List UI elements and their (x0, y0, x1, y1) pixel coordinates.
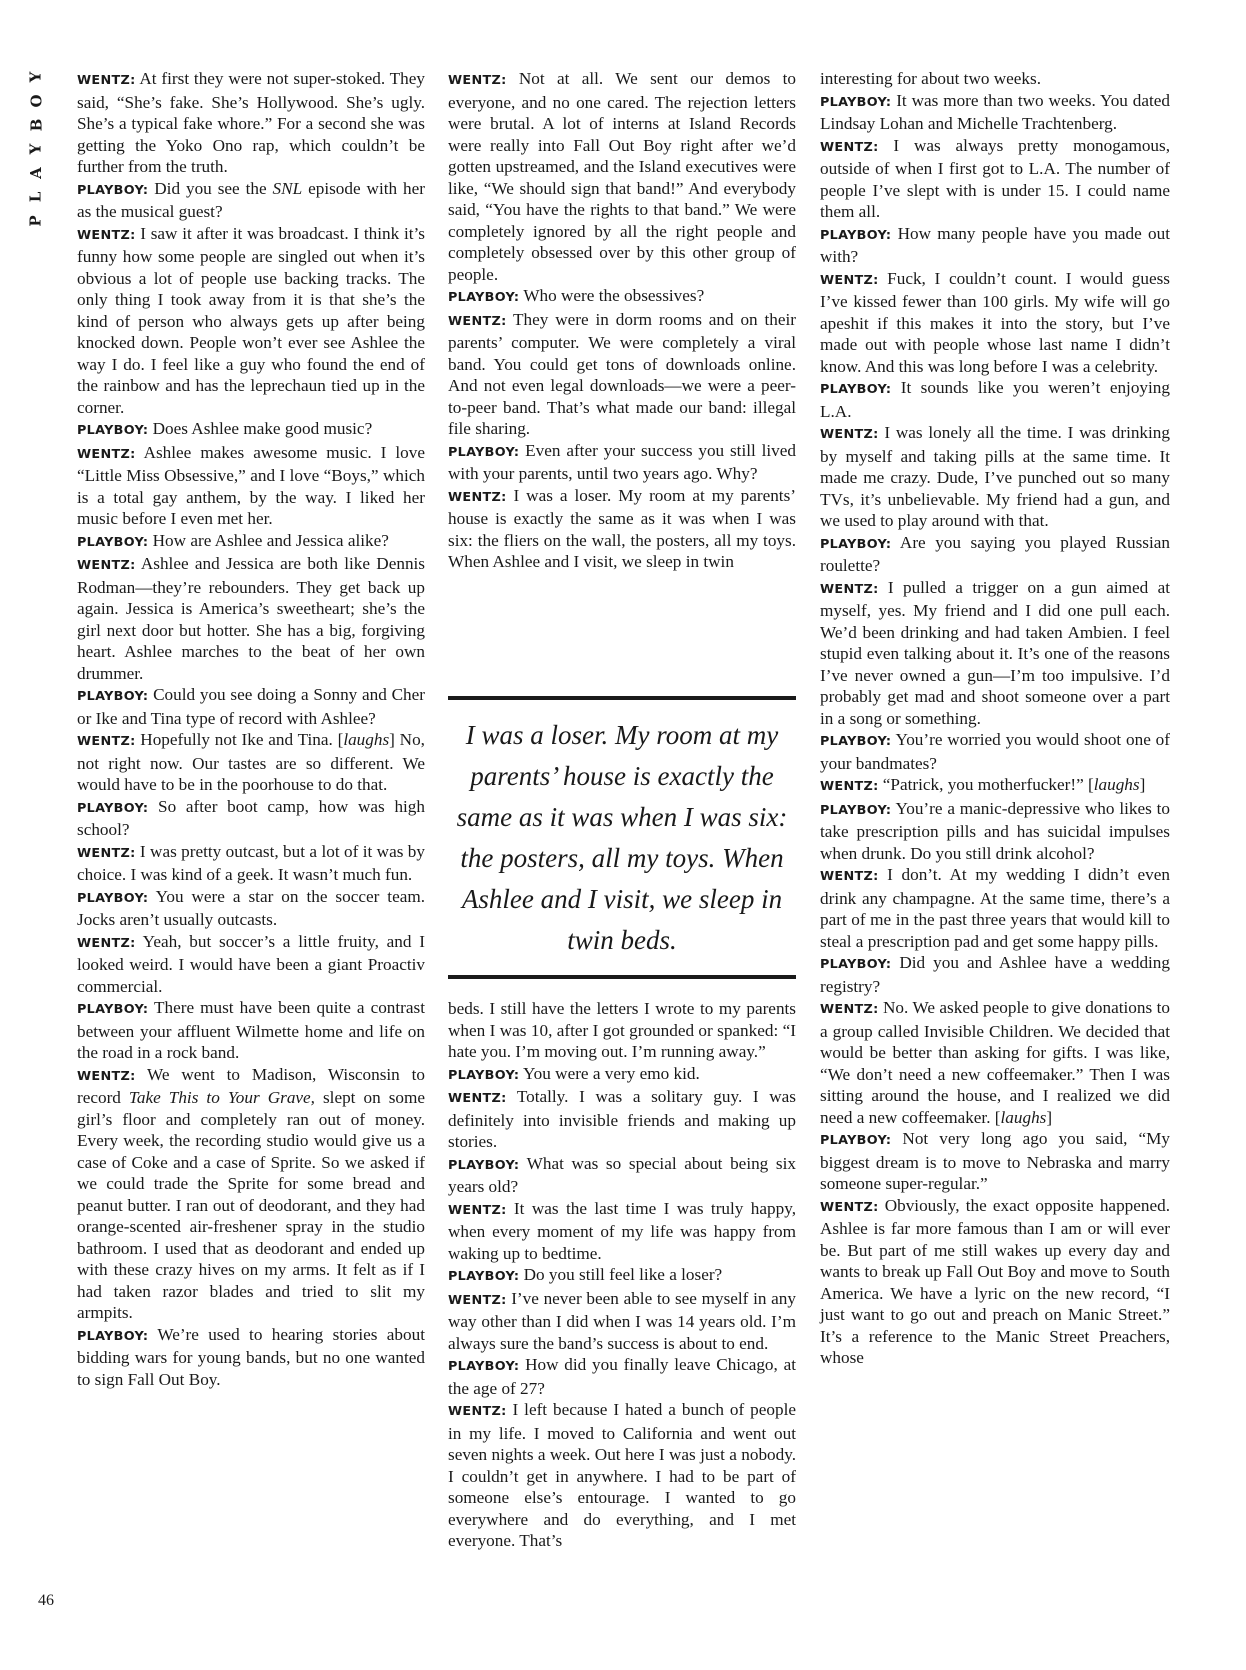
paragraph-text: Obviously, the exact opposite happened. Ashlee is far more famous than I am or will ever be. But part of me still wakes up every day and wants to break up Fall Out Boy and move to South America. We have a lyric on the new record, “I just want to go out and preach on Manic Street.” It’s a reference to the Manic Street Preachers, whose (820, 1195, 1170, 1367)
paragraph-text: Who were the obsessives? (519, 286, 705, 305)
paragraph-text: I saw it after it was broadcast. I think it’s funny how some people are singled out when it’s obvious a lot of people use backing tracks. The only thing I took away from it is that she’s the kind of person who always gets up after being knocked down. People won’t ever see Ashlee the way I do. I feel like a guy who found the end of the rainbow and has the leprechaun tied up in the corner. (77, 223, 425, 417)
speaker-wentz: WENTZ: (820, 581, 879, 597)
paragraph-text: You’re a manic-depressive who likes to take prescription pills and has suicidal impulses when drunk. Do you still drink alcohol? (820, 798, 1170, 863)
paragraph-text: I’ve never been able to see myself in any way other than I did when I was 14 years old. I’m always sure the band’s success is about to end. (448, 1288, 796, 1353)
paragraph-text: You’re worried you would shoot one of your bandmates? (820, 730, 1170, 773)
paragraph-text: Not at all. We sent our demos to everyone, and no one cared. The rejection letters were brutal. A lot of interns at Island Records were really into Fall Out Boy right after we’d gotten upstreamed, and the Island executives were like, “We should sign that band!” And everybody said, “You have the rights to that band.” We were completely ignored by all the right people and completely obsessed over by this other group of people. (448, 69, 796, 284)
speaker-wentz: WENTZ: (448, 1091, 507, 1106)
speaker-wentz: WENTZ: (448, 1292, 507, 1308)
paragraph-text: I left because I hated a bunch of people in my life. I moved to California and went out seven nights a week. Out here I was just a nobody. I couldn’t get in anywhere. I had to be part of someone else’s entourage. I wanted to go everywhere and do everything, and I met everyone. That’s (448, 1400, 796, 1550)
paragraph-text: I was pretty outcast, but a lot of it was by choice. I was kind of a geek. It wasn’t much fun. (77, 841, 425, 884)
paragraph-text: Even after your success you still lived with your parents, until two years ago. Why? (448, 440, 796, 483)
column-1 (77, 68, 425, 1390)
interview-paragraph (448, 1198, 796, 1265)
interview-paragraph (448, 485, 796, 573)
interview-paragraph (77, 178, 425, 223)
speaker-playboy: PLAYBOY: (77, 1002, 149, 1017)
paragraph-text: I don’t. At my wedding I didn’t even drink any champagne. At the same time, there’s a part of me in the past three years that would kill to steal a prescription pad and get some happy pills. (820, 865, 1170, 951)
interview-paragraph (448, 1086, 796, 1153)
speaker-playboy: PLAYBOY: (448, 1359, 520, 1374)
interview-paragraph (77, 931, 425, 998)
speaker-wentz: WENTZ: (820, 427, 879, 442)
paragraph-text: So after boot camp, how was high school? (77, 796, 425, 839)
column-3 (820, 68, 1170, 1369)
logo-letter: L (26, 191, 45, 203)
interview-paragraph (820, 1195, 1170, 1369)
interview-paragraph (820, 952, 1170, 997)
paragraph-text: We’re used to hearing stories about bidding wars for young bands, but no one wanted to sign Fall Out Boy. (77, 1324, 425, 1389)
speaker-wentz: WENTZ: (820, 1002, 879, 1017)
paragraph-text: How are Ashlee and Jessica alike? (148, 530, 389, 550)
speaker-playboy: PLAYBOY: (77, 1328, 149, 1344)
interview-paragraph (77, 1064, 425, 1324)
interview-paragraph (77, 553, 425, 684)
interview-paragraph (77, 223, 425, 419)
speaker-playboy: PLAYBOY: (448, 1067, 520, 1083)
paragraph-text: I was lonely all the time. I was drinking by myself and taking pills at the same time. It made me crazy. Dude, I’ve punched out so many TVs, it’s unbelievable. My friend had a gun, and we used to play around with that. (820, 423, 1170, 530)
paragraph-text: It sounds like you weren’t enjoying L.A. (820, 378, 1170, 421)
speaker-wentz: WENTZ: (820, 779, 879, 794)
column-2-bottom (448, 998, 796, 1552)
interview-paragraph (77, 886, 425, 931)
paragraph-text: I pulled a trigger on a gun aimed at myself, yes. My friend and I did one pull each. We’d been drinking and had taken Ambien. I feel stupid even talking about it. It’s one of the reasons I’ve never owned a gun—I’m too impulsive. I’d probably get mad and shoot someone over a part in a song or something. (820, 577, 1170, 728)
paragraph-text: Did you and Ashlee have a wedding registry? (820, 953, 1170, 996)
speaker-playboy: PLAYBOY: (448, 1269, 520, 1284)
interview-paragraph (820, 68, 1170, 90)
paragraph-text: interesting for about two weeks. (820, 69, 1041, 88)
speaker-playboy: PLAYBOY: (77, 534, 149, 550)
paragraph-text: Not very long ago you said, “My biggest dream is to move to Nebraska and marry someone super-regular.” (820, 1129, 1170, 1193)
speaker-playboy: PLAYBOY: (448, 444, 520, 460)
interview-paragraph (820, 1128, 1170, 1195)
paragraph-text: It was more than two weeks. You dated Lindsay Lohan and Michelle Trachtenberg. (820, 90, 1170, 133)
playboy-vertical-logo (20, 68, 60, 268)
interview-paragraph (820, 532, 1170, 577)
interview-paragraph (448, 440, 796, 485)
pull-quote: I was a loser. My room at my parents’ house is exactly the same as it was when I was six: the posters, all my toys. When Ashlee and I visit, we sleep in twin beds. (456, 719, 788, 955)
logo-letter: P (26, 215, 45, 227)
interview-paragraph (448, 285, 796, 309)
paragraph-text: How did you finally leave Chicago, at the age of 27? (448, 1355, 796, 1398)
speaker-wentz: WENTZ: (77, 446, 136, 462)
interview-paragraph (77, 684, 425, 729)
interview-paragraph (820, 798, 1170, 865)
logo-letter: Y (26, 143, 45, 155)
paragraph-text: Fuck, I couldn’t count. I would guess I’ve kissed fewer than 100 girls. My wife will go apeshit if this makes it into the story, but I’ve made out with people whose last name I didn’t know. And this was long before I was a celebrity. (820, 268, 1170, 376)
speaker-wentz: WENTZ: (448, 73, 507, 88)
interview-paragraph (820, 997, 1170, 1128)
speaker-wentz: WENTZ: (77, 227, 136, 243)
paragraph-text: At first they were not super-stoked. They said, “She’s fake. She’s Hollywood. She’s ugly. She’s a typical fake whore.” For a second she was getting the Yoko Ono rap, which couldn’t be further from the truth. (77, 69, 425, 176)
interview-paragraph (448, 1399, 796, 1552)
paragraph-text: What was so special about being six years old? (448, 1153, 796, 1196)
logo-letter: O (27, 94, 46, 108)
speaker-playboy: PLAYBOY: (77, 423, 149, 438)
speaker-wentz: WENTZ: (448, 489, 507, 505)
interview-paragraph (448, 998, 796, 1063)
paragraph-text: It was the last time I was truly happy, when every moment of my life was happy from waking up to bedtime. (448, 1198, 796, 1263)
interview-paragraph (820, 577, 1170, 730)
speaker-wentz: WENTZ: (448, 313, 507, 329)
interview-paragraph (820, 268, 1170, 378)
speaker-playboy: PLAYBOY: (820, 227, 892, 243)
interview-paragraph (77, 729, 425, 796)
speaker-playboy: PLAYBOY: (820, 802, 892, 818)
paragraph-text: “Patrick, you motherfucker!” [laughs] (878, 775, 1146, 794)
speaker-wentz: WENTZ: (77, 73, 136, 88)
speaker-wentz: WENTZ: (77, 1068, 136, 1084)
paragraph-text: We went to Madison, Wisconsin to record Take This to Your Grave, slept on some girl’s floor and completely ran out of money. Every week, the recording studio would give us a case of Coke and a case of Sprite. So we asked if we could trade the Sprite for some bread and peanut butter. I ran out of deodorant, and they had orange-scented air-freshener spray in the studio bathroom. I used that as deodorant and ended up with these crazy hives on my arms. It felt as if I had taken razor blades and tried to slit my armpits. (77, 1064, 425, 1322)
interview-paragraph (77, 418, 425, 442)
speaker-wentz: WENTZ: (448, 1404, 507, 1419)
paragraph-text: I was a loser. My room at my parents’ house is exactly the same as it was when I was six: the fliers on the wall, the posters, all my toys. When Ashlee and I visit, we sleep in twin (448, 485, 796, 571)
interview-paragraph (820, 90, 1170, 135)
interview-paragraph (77, 997, 425, 1064)
speaker-playboy: PLAYBOY: (77, 800, 149, 816)
logo-letter: B (27, 118, 46, 132)
interview-paragraph (77, 796, 425, 841)
pull-quote-box (448, 696, 796, 979)
paragraph-text: No. We asked people to give donations to a group called Invisible Children. We decided that would be better than asking for gifts. I was like, “We don’t need a new coffeemaker.” Then I was sitting around the house, and I realized we did need a new coffeemaker. [laughs] (820, 998, 1170, 1127)
speaker-wentz: WENTZ: (820, 869, 879, 884)
paragraph-text: Could you see doing a Sonny and Cher or Ike and Tina type of record with Ashlee? (77, 685, 425, 728)
interview-paragraph (820, 223, 1170, 268)
speaker-playboy: PLAYBOY: (820, 382, 892, 397)
paragraph-text: There must have been quite a contrast between your affluent Wilmette home and life on the road in a rock band. (77, 998, 425, 1062)
paragraph-text: They were in dorm rooms and on their parents’ computer. We were completely a viral band. You could get tons of downloads online. And not even legal downloads—we were a peer-to-peer band. That’s what made our band: illegal file sharing. (448, 309, 796, 438)
interview-paragraph (448, 1288, 796, 1355)
interview-paragraph (820, 377, 1170, 422)
paragraph-text: Yeah, but soccer’s a little fruity, and I looked weird. I would have been a giant Proactiv commercial. (77, 931, 425, 996)
interview-paragraph (77, 68, 425, 178)
speaker-playboy: PLAYBOY: (448, 290, 520, 305)
speaker-wentz: WENTZ: (77, 845, 136, 861)
speaker-wentz: WENTZ: (77, 935, 136, 951)
logo-letter: A (26, 167, 45, 179)
paragraph-text: Totally. I was a solitary guy. I was definitely into invisible friends and making up stories. (448, 1087, 796, 1151)
interview-paragraph (448, 309, 796, 440)
paragraph-text: Ashlee makes awesome music. I love “Little Miss Obsessive,” and I love “Boys,” which is a total gay anthem, by the way. I liked her music before I even met her. (77, 442, 425, 528)
paragraph-text: Are you saying you played Russian roulette? (820, 532, 1170, 575)
speaker-wentz: WENTZ: (820, 272, 879, 288)
speaker-playboy: PLAYBOY: (820, 94, 892, 110)
speaker-playboy: PLAYBOY: (820, 536, 892, 552)
paragraph-text: beds. I still have the letters I wrote to my parents when I was 10, after I got grounded or spanked: “I hate you. I’m moving out. I’m running away.” (448, 999, 796, 1061)
paragraph-text: Do you still feel like a loser? (519, 1265, 723, 1284)
speaker-playboy: PLAYBOY: (820, 1133, 892, 1148)
interview-paragraph (448, 1063, 796, 1087)
paragraph-text: Did you see the SNL episode with her as the musical guest? (77, 178, 425, 221)
speaker-wentz: WENTZ: (448, 1202, 507, 1218)
interview-paragraph (820, 135, 1170, 223)
paragraph-text: How many people have you made out with? (820, 223, 1170, 266)
interview-paragraph (448, 1153, 796, 1198)
speaker-playboy: PLAYBOY: (448, 1157, 520, 1173)
paragraph-text: Hopefully not Ike and Tina. [laughs] No, not right now. Our tastes are so different. We would have to be in the poorhouse to do that. (77, 730, 425, 794)
speaker-playboy: PLAYBOY: (77, 890, 149, 906)
interview-paragraph (448, 1264, 796, 1288)
paragraph-text: I was always pretty monogamous, outside of when I first got to L.A. The number of people I’ve slept with is under 15. I could name them all. (820, 135, 1170, 221)
paragraph-text: You were a star on the soccer team. Jocks aren’t usually outcasts. (77, 886, 425, 929)
interview-paragraph (448, 1354, 796, 1399)
interview-paragraph (820, 729, 1170, 774)
speaker-playboy: PLAYBOY: (77, 689, 149, 704)
speaker-playboy: PLAYBOY: (820, 957, 892, 972)
speaker-wentz: WENTZ: (77, 734, 136, 749)
paragraph-text: You were a very emo kid. (519, 1063, 700, 1083)
interview-paragraph (77, 530, 425, 554)
logo-letter: Y (26, 71, 45, 83)
speaker-wentz: WENTZ: (77, 558, 136, 573)
column-2-top (448, 68, 796, 573)
speaker-wentz: WENTZ: (820, 1199, 879, 1215)
interview-paragraph (820, 864, 1170, 952)
interview-paragraph (448, 68, 796, 285)
speaker-playboy: PLAYBOY: (77, 182, 149, 198)
interview-paragraph (77, 841, 425, 886)
interview-paragraph (77, 442, 425, 530)
interview-paragraph (820, 774, 1170, 798)
paragraph-text: Does Ashlee make good music? (148, 419, 373, 438)
page-number: 46 (38, 1592, 54, 1609)
speaker-playboy: PLAYBOY: (820, 734, 892, 749)
paragraph-text: Ashlee and Jessica are both like Dennis Rodman—they’re rebounders. They get back up again. Jessica is America’s sweetheart; she’s the girl next door but hotter. She has a big, forgiving heart. Ashlee marches to the beat of her own drummer. (77, 554, 425, 683)
speaker-wentz: WENTZ: (820, 139, 879, 155)
interview-paragraph (77, 1324, 425, 1391)
interview-paragraph (820, 422, 1170, 532)
